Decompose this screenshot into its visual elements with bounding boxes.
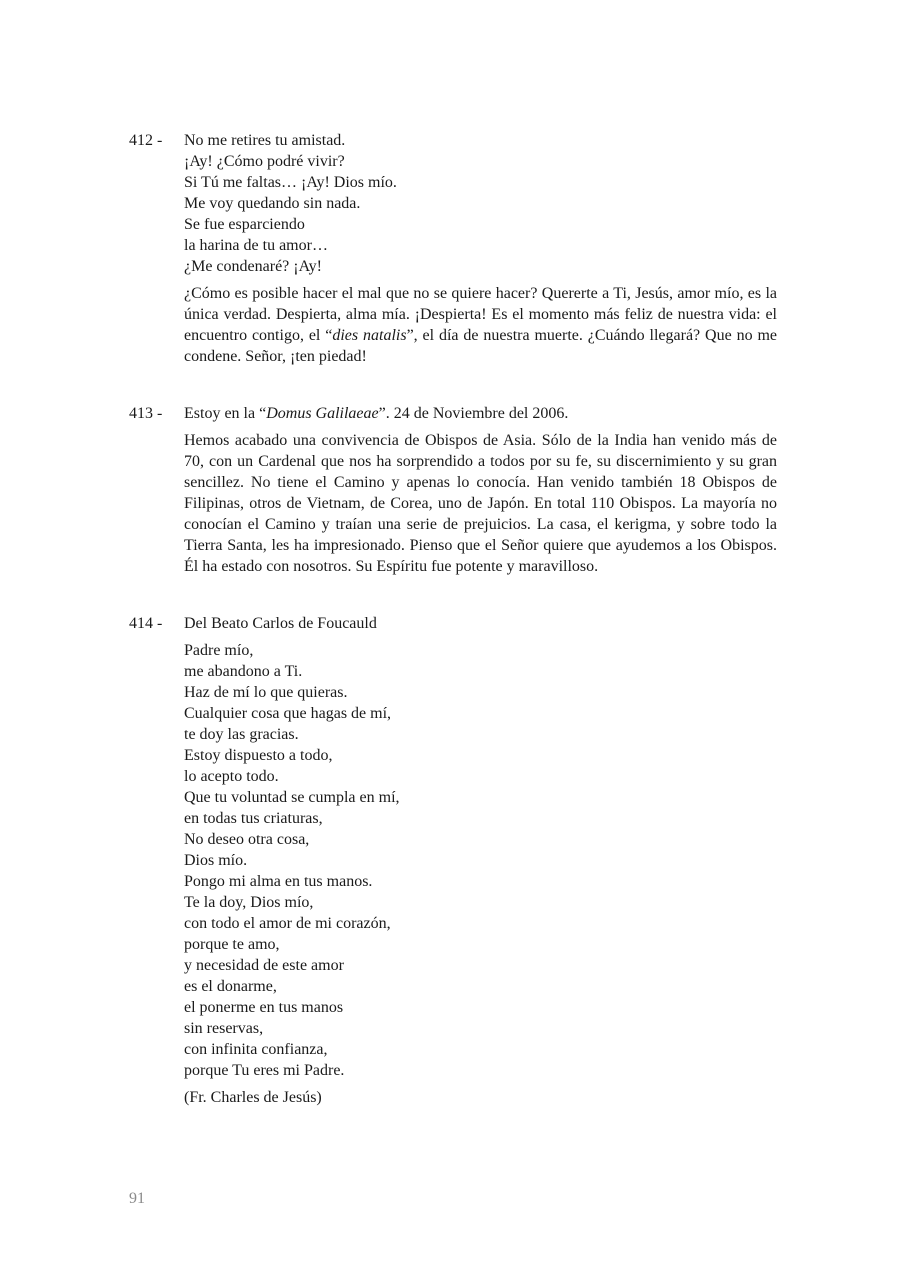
- italic-term: dies natalis: [332, 327, 407, 344]
- verse-line: y necesidad de este amor: [184, 957, 344, 974]
- verse-line: Estoy dispuesto a todo,: [184, 747, 333, 764]
- verse-line: Si Tú me faltas… ¡Ay! Dios mío.: [184, 174, 397, 191]
- verse-line: Que tu voluntad se cumpla en mí,: [184, 789, 400, 806]
- verse-line: sin reservas,: [184, 1020, 264, 1037]
- verse-line: lo acepto todo.: [184, 768, 279, 785]
- verse-line: Cualquier cosa que hagas de mí,: [184, 705, 392, 722]
- verse-line: porque te amo,: [184, 936, 280, 953]
- heading-text: ”. 24 de Noviembre del 2006.: [378, 405, 569, 422]
- verse-line: con todo el amor de mi corazón,: [184, 915, 391, 932]
- verse-line: Se fue esparciendo: [184, 216, 305, 233]
- italic-term: Domus Galilaeae: [266, 405, 379, 422]
- page-body: [129, 130, 777, 1108]
- verse-line: Padre mío,: [184, 642, 254, 659]
- entry-number: 413 -: [129, 405, 163, 422]
- verse-line: es el donarme,: [184, 978, 277, 995]
- verse-line: ¿Me condenaré? ¡Ay!: [184, 258, 323, 275]
- entry-heading: [184, 403, 777, 424]
- verse-line: No me retires tu amistad.: [184, 132, 346, 149]
- entry-412: [129, 130, 777, 367]
- entry-heading: Del Beato Carlos de Foucauld: [184, 615, 377, 632]
- verse-line: la harina de tu amor…: [184, 237, 328, 254]
- verse-line: el ponerme en tus manos: [184, 999, 344, 1016]
- heading-text: Estoy en la “: [184, 405, 267, 422]
- verse-line: con infinita confianza,: [184, 1041, 328, 1058]
- paragraph: [184, 283, 777, 367]
- paragraph: Hemos acabado una convivencia de Obispos de Asia. Sólo de la India han venido más de 70, con un Cardenal que nos ha sorprendido a todos por su fe, su discernimiento y su gran sencillez. No tiene el Camino y apenas lo conocía. Han venido también 18 Obispos de Filipinas, otros de Vietnam, de Corea, uno de Japón. En total 110 Obispos. La mayoría no conocían el Camino y traían una serie de prejuicios. La casa, el kerigma, y sobre todo la Tierra Santa, les ha impresionado. Pienso que el Señor quiere que ayudemos a los Obispos. Él ha estado con nosotros. Su Espíritu fue potente y maravilloso.: [184, 432, 777, 575]
- verse-line: en todas tus criaturas,: [184, 810, 323, 827]
- entry-413: [129, 403, 777, 577]
- page-number: 91: [129, 1190, 145, 1207]
- verse-line: ¡Ay! ¿Cómo podré vivir?: [184, 153, 345, 170]
- verse-line: Haz de mí lo que quieras.: [184, 684, 348, 701]
- verse-line: No deseo otra cosa,: [184, 831, 310, 848]
- verse-line: me abandono a Ti.: [184, 663, 303, 680]
- verse-line: Me voy quedando sin nada.: [184, 195, 361, 212]
- poem-verse: [184, 130, 777, 277]
- paragraph-text: ”, el día de nuestra muerte. ¿Cuándo llegará? Que no me condene. Señor, ¡ten piedad!: [184, 327, 777, 365]
- paragraph-text: ¿Cómo es posible hacer el mal que no se quiere hacer? Quererte a Ti, Jesús, amor mío, es la única verdad. Despierta, alma mía. ¡Despierta! Es el momento más feliz de nuestra vida: el encuentro contigo, el “: [184, 285, 777, 344]
- entry-414: [129, 613, 777, 1108]
- verse-line: porque Tu eres mi Padre.: [184, 1062, 345, 1079]
- verse-line: Dios mío.: [184, 852, 248, 869]
- verse-line: Te la doy, Dios mío,: [184, 894, 314, 911]
- entry-number: 412 -: [129, 132, 163, 149]
- poem-verse: [184, 640, 777, 1081]
- entry-number: 414 -: [129, 615, 163, 632]
- verse-line: Pongo mi alma en tus manos.: [184, 873, 373, 890]
- attribution: (Fr. Charles de Jesús): [184, 1089, 322, 1106]
- verse-line: te doy las gracias.: [184, 726, 299, 743]
